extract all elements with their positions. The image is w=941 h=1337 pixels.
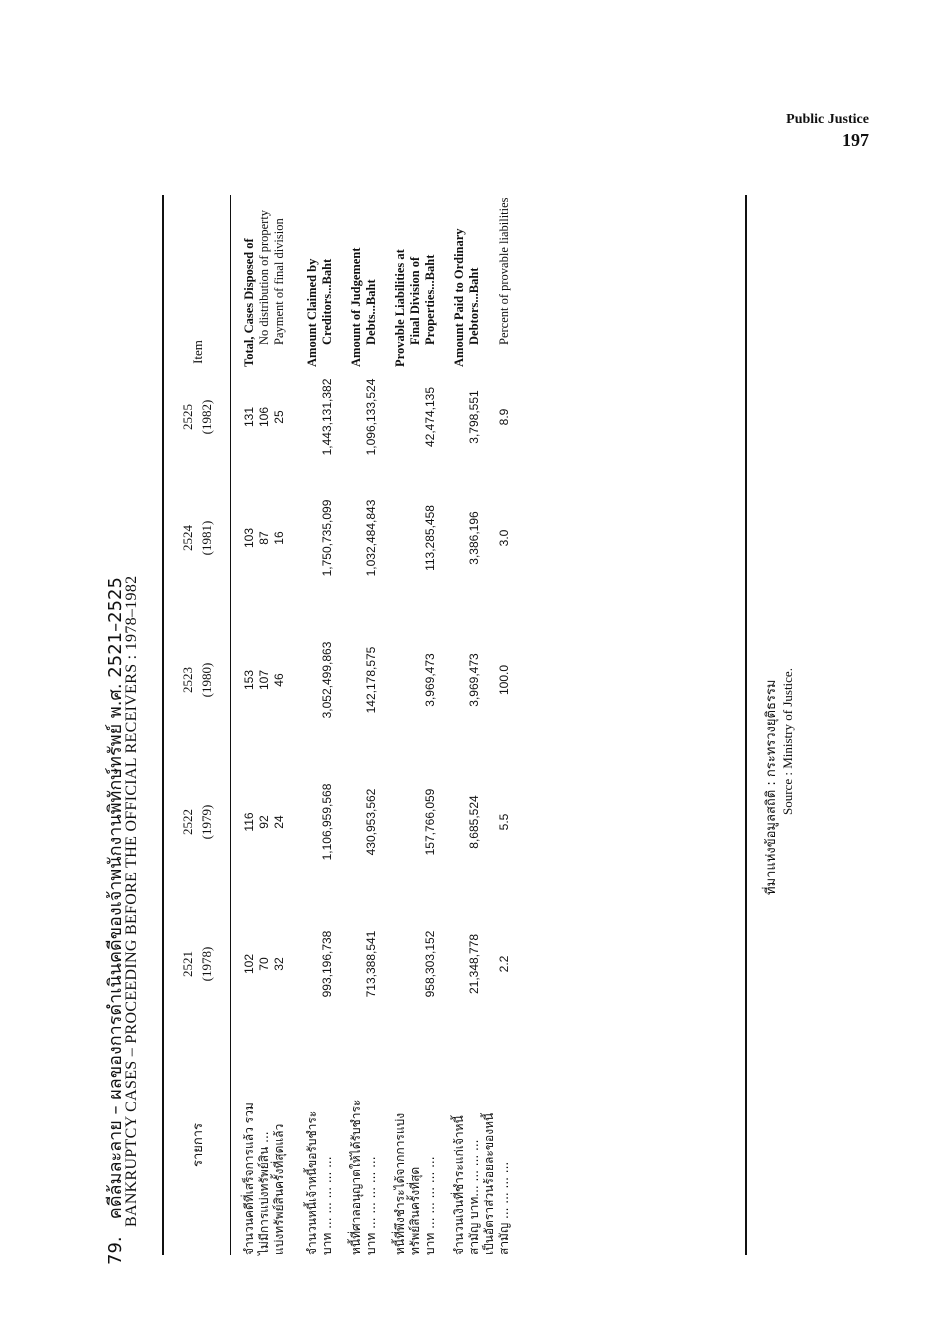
row-label-thai: สามัญ ... ... ... ... xyxy=(497,1161,511,1255)
table-row xyxy=(257,195,272,1255)
value-cell: 32 xyxy=(272,957,286,971)
header-year-1982: 2525 (1982) xyxy=(180,399,214,435)
table-row xyxy=(242,195,257,1255)
row-label-english: Final Division of xyxy=(408,256,422,345)
value-cell: 713,388,541 xyxy=(364,930,378,998)
value-cell: 106 xyxy=(257,406,271,428)
value-cell xyxy=(305,609,320,751)
value-cell: 958,303,152 xyxy=(423,930,437,998)
section-label: Public Justice xyxy=(786,112,869,127)
row-label-english: Amount of Judgement xyxy=(349,247,363,367)
table-row xyxy=(452,195,467,1255)
value-cell: 16 xyxy=(272,531,286,545)
value-cell xyxy=(482,367,497,467)
top-rule xyxy=(162,195,164,1255)
table-row xyxy=(393,195,408,1255)
value-cell xyxy=(452,609,467,751)
table-row xyxy=(349,195,364,1255)
value-cell: 92 xyxy=(257,815,271,829)
value-cell: 3,969,473 xyxy=(423,653,437,707)
value-cell: 153 xyxy=(242,669,256,691)
value-cell xyxy=(408,751,423,893)
value-cell: 3,969,473 xyxy=(467,653,481,707)
value-cell: 8.9 xyxy=(497,408,511,426)
rotated-table-page xyxy=(80,185,840,1265)
row-label-english: Debtors...Baht xyxy=(467,267,481,345)
row-label-english: Amount Claimed by xyxy=(305,258,319,367)
row-label-english: No distribution of property xyxy=(257,209,271,345)
value-cell: 1,032,484,843 xyxy=(364,499,378,577)
row-label-thai: บาท ... ... ... ... ... xyxy=(320,1156,334,1255)
row-label-english: Creditors...Baht xyxy=(320,258,334,345)
table-row xyxy=(305,195,320,1255)
bottom-rule xyxy=(745,195,747,1255)
header-thai-item: รายการ xyxy=(189,1122,205,1168)
row-label-thai: จำนวนเงินที่ชำระแก่เจ้าหนี้ xyxy=(452,1115,466,1255)
table-row xyxy=(467,195,482,1255)
row-label-english xyxy=(482,195,497,367)
page-number: 197 xyxy=(842,130,869,150)
table-number: 79. xyxy=(105,1236,126,1265)
table-row xyxy=(364,195,379,1255)
value-cell: 42,474,135 xyxy=(423,386,437,448)
row-label-thai: ทรัพย์สินครั้งที่สุด xyxy=(408,1166,422,1255)
value-cell: 24 xyxy=(272,815,286,829)
value-cell: 430,953,562 xyxy=(364,788,378,856)
header-year-1980: 2523 (1980) xyxy=(180,662,214,698)
value-cell xyxy=(305,751,320,893)
value-cell: 131 xyxy=(242,406,256,428)
row-label-thai: เป็นอัตราส่วนร้อยละของหนี้ xyxy=(482,1112,496,1255)
value-cell xyxy=(349,609,364,751)
row-label-thai: จำนวนคดีที่เสร็จการแล้ว รวม xyxy=(242,1102,256,1255)
value-cell: 2.2 xyxy=(497,955,511,973)
table-row xyxy=(272,195,287,1255)
value-cell: 3,386,196 xyxy=(467,511,481,565)
row-label-thai: หนี้ที่พึงชำระได้จากการแบ่ง xyxy=(393,1112,407,1255)
row-label-english: Payment of final division xyxy=(272,218,286,345)
value-cell: 25 xyxy=(272,410,286,424)
header-year-1979: 2522 (1979) xyxy=(180,804,214,840)
value-cell: 157,766,059 xyxy=(423,788,437,856)
header-item: Item xyxy=(189,340,205,364)
value-cell: 113,285,458 xyxy=(423,505,437,571)
row-label-thai: สามัญ บาท... ... ... ... xyxy=(467,1139,481,1255)
title-thai-text: คดีล้มละลาย – ผลของการดำเนินคดีของเจ้าพนักงานพิทักษ์ทรัพย์ พ.ศ. 2521–2525 xyxy=(105,577,126,1220)
row-label-english: Debts...Baht xyxy=(364,279,378,345)
value-cell xyxy=(408,609,423,751)
value-cell xyxy=(349,893,364,1035)
value-cell: 1,750,735,099 xyxy=(320,499,334,577)
value-cell xyxy=(482,893,497,1035)
value-cell xyxy=(452,467,467,609)
value-cell: 87 xyxy=(257,531,271,545)
value-cell: 993,196,738 xyxy=(320,930,334,998)
source-thai: ที่มาแห่งข้อมูลสถิติ : กระทรวงยุติธรรม xyxy=(764,679,779,895)
value-cell: 5.5 xyxy=(497,813,511,831)
value-cell xyxy=(482,467,497,609)
value-cell xyxy=(452,367,467,467)
header-year-1981: 2524 (1981) xyxy=(180,520,214,556)
value-cell: 1,443,131,382 xyxy=(320,378,334,456)
value-cell: 70 xyxy=(257,957,271,971)
table-title-english: BANKRUPTCY CASES – PROCEEDING BEFORE THE OFFICIAL RECEIVERS : 1978–1982 xyxy=(123,575,140,1227)
value-cell xyxy=(393,751,408,893)
value-cell xyxy=(482,609,497,751)
value-cell: 116 xyxy=(242,812,256,832)
value-cell xyxy=(452,751,467,893)
row-label-english: Amount Paid to Ordinary xyxy=(452,228,466,367)
bankruptcy-table xyxy=(166,195,512,1255)
value-cell: 102 xyxy=(242,953,256,975)
row-label-thai: บาท ... ... ... ... ... xyxy=(423,1156,437,1255)
table-row xyxy=(423,195,438,1255)
row-label-english: Total, Cases Disposed of xyxy=(242,238,256,367)
row-label-english: Percent of provable liabilities xyxy=(497,197,511,345)
value-cell xyxy=(305,893,320,1035)
value-cell: 103 xyxy=(242,527,256,549)
value-cell xyxy=(393,467,408,609)
value-cell: 1,106,959,568 xyxy=(320,783,334,861)
value-cell xyxy=(393,367,408,467)
value-cell xyxy=(349,467,364,609)
row-label-thai: ไม่มีการแบ่งทรัพย์สิน ... xyxy=(257,1131,271,1255)
row-label-thai: แบ่งทรัพย์สินครั้งที่สุดแล้ว xyxy=(272,1123,286,1255)
row-label-english: Properties...Baht xyxy=(423,254,437,345)
value-cell: 1,096,133,524 xyxy=(364,378,378,456)
value-cell: 100.0 xyxy=(497,664,511,696)
value-cell: 3,052,499,863 xyxy=(320,641,334,719)
row-label-thai: หนี้ที่ศาลอนุญาตให้ได้รับชำระ xyxy=(349,1099,363,1255)
value-cell xyxy=(305,467,320,609)
table-row xyxy=(497,195,512,1255)
value-cell xyxy=(393,609,408,751)
value-cell: 3.0 xyxy=(497,529,511,547)
value-cell: 46 xyxy=(272,673,286,687)
value-cell xyxy=(408,893,423,1035)
value-cell: 8,685,524 xyxy=(467,795,481,849)
value-cell xyxy=(408,367,423,467)
value-cell: 21,348,778 xyxy=(467,933,481,995)
value-cell: 142,178,575 xyxy=(364,646,378,714)
value-cell: 107 xyxy=(257,669,271,691)
row-label-thai: บาท ... ... ... ... ... xyxy=(364,1156,378,1255)
value-cell: 3,798,551 xyxy=(467,390,481,444)
value-cell xyxy=(305,367,320,467)
value-cell xyxy=(482,751,497,893)
value-cell xyxy=(349,751,364,893)
table-row xyxy=(482,195,497,1255)
source-english: Source : Ministry of Justice. xyxy=(780,668,795,815)
row-label-english: Provable Liabilities at xyxy=(393,249,407,367)
value-cell xyxy=(408,467,423,609)
row-label-thai: จำนวนหนี้เจ้าหนี้ขอรับชำระ xyxy=(305,1110,319,1255)
value-cell xyxy=(349,367,364,467)
value-cell xyxy=(393,893,408,1035)
header-year-1978: 2521 (1978) xyxy=(180,946,214,982)
table-row xyxy=(320,195,335,1255)
table-row xyxy=(408,195,423,1255)
value-cell xyxy=(452,893,467,1035)
